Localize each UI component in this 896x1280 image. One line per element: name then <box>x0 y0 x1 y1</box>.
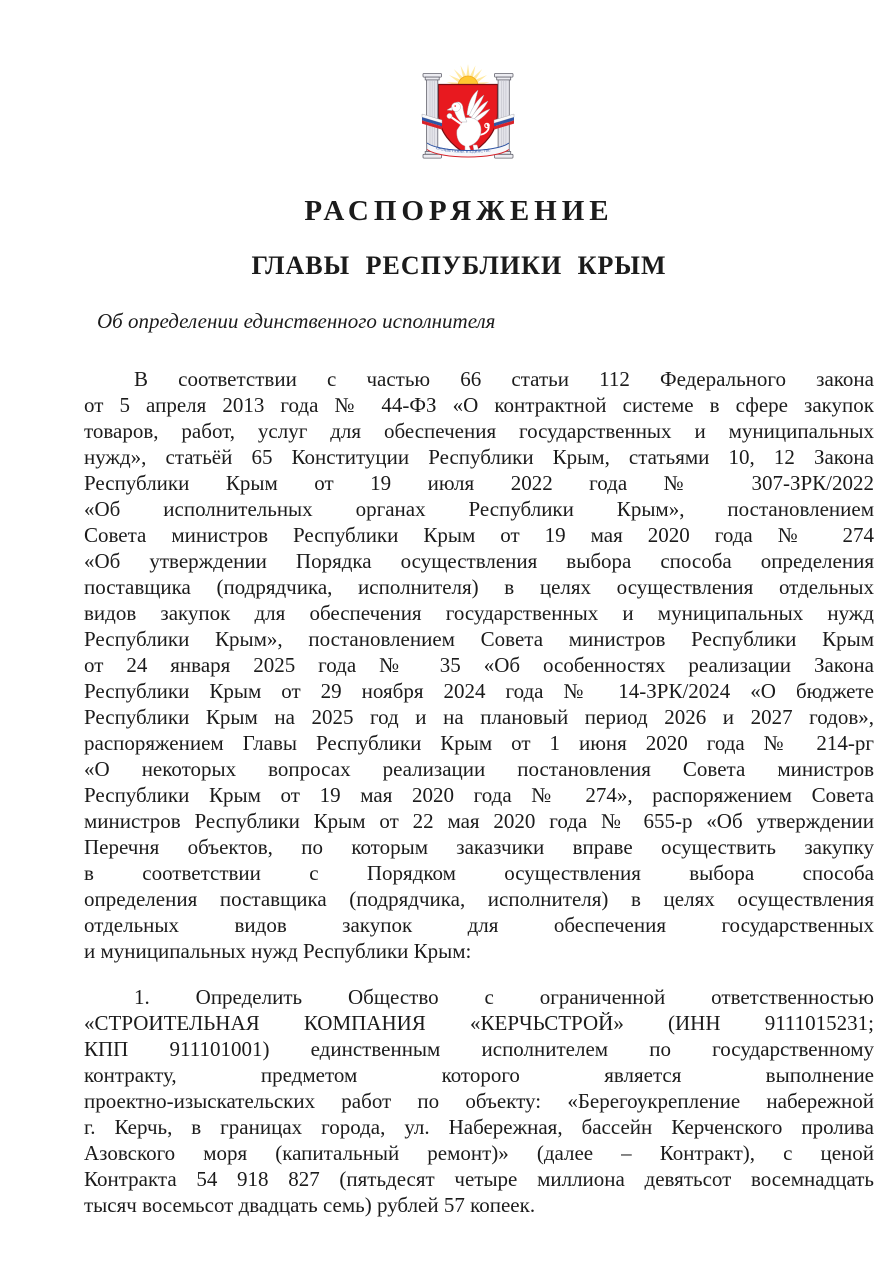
text-line: 1. Определить Общество с ограниченной ответственностью <box>134 985 874 1009</box>
text-line: проектно-изыскательских работ по объекту: «Берегоукрепление набережной <box>84 1089 874 1113</box>
text-line: контракту, предметом которого является выполнение <box>84 1063 874 1087</box>
text-line: от 5 апреля 2013 года № 44-ФЗ «О контрактной системе в сфере закупок <box>84 393 874 417</box>
text-line: «Об исполнительных органах Республики Крым», постановлением <box>84 497 874 521</box>
text-line: в соответствии с Порядком осуществления выбора способа <box>84 861 874 885</box>
motto-text: ПРОЦВЕТАНИЕ В ЕДИНСТВЕ <box>435 144 491 154</box>
text-line: г. Керчь, в границах города, ул. Набережная, бассейн Керченского пролива <box>84 1115 874 1139</box>
text-line: определения поставщика (подрядчика, исполнителя) в целях осуществления <box>84 887 874 911</box>
crimea-coat-of-arms-icon <box>421 60 515 172</box>
preamble-paragraph <box>84 366 874 964</box>
text-line: Азовского моря (капитальный ремонт)» (далее – Контракт), с ценой <box>84 1141 874 1165</box>
text-line: поставщика (подрядчика, исполнителя) в целях осуществления отдельных <box>84 575 874 599</box>
text-line: от 24 января 2025 года № 35 «Об особенностях реализации Закона <box>84 653 874 677</box>
text-line: В соответствии с частью 66 статьи 112 Федерального закона <box>134 367 874 391</box>
text-line: КПП 911101001) единственным исполнителем по государственному <box>84 1037 874 1061</box>
issuing-authority-title: ГЛАВЫ РЕСПУБЛИКИ КРЫМ <box>251 251 667 280</box>
text-line: тысяч восемьсот двадцать семь) рублей 57 копеек. <box>84 1193 536 1217</box>
text-line: Республики Крым», постановлением Совета министров Республики Крым <box>84 627 874 651</box>
text-line: Республики Крым от 29 ноября 2024 года № 14-ЗРК/2024 «О бюджете <box>84 679 874 703</box>
text-line: видов закупок для обеспечения государственных и муниципальных нужд <box>84 601 874 625</box>
text-line: товаров, работ, услуг для обеспечения государственных и муниципальных <box>84 419 874 443</box>
text-line: распоряжением Главы Республики Крым от 1 июня 2020 года № 214-рг <box>84 731 874 755</box>
document-subject: Об определении единственного исполнителя <box>97 309 496 333</box>
text-line: нужд», статьёй 65 Конституции Республики Крым, статьями 10, 12 Закона <box>84 445 874 469</box>
text-line: Совета министров Республики Крым от 19 мая 2020 года № 274 <box>84 523 874 547</box>
text-line: Контракта 54 918 827 (пятьдесят четыре миллиона девятьсот восемнадцать <box>84 1167 874 1191</box>
text-line: Республики Крым от 19 июля 2022 года № 307-ЗРК/2022 <box>84 471 874 495</box>
text-line: отдельных видов закупок для обеспечения государственных <box>84 913 874 937</box>
text-line: Перечня объектов, по которым заказчики вправе осуществить закупку <box>84 835 874 859</box>
text-line: «СТРОИТЕЛЬНАЯ КОМПАНИЯ «КЕРЧЬСТРОЙ» (ИНН 9111015231; <box>84 1011 874 1035</box>
text-line: Республики Крым на 2025 год и на плановый период 2026 и 2027 годов», <box>84 705 874 729</box>
document-type-title: РАСПОРЯЖЕНИЕ <box>304 195 614 227</box>
text-line: Республики Крым от 19 мая 2020 года № 274», распоряжением Совета <box>84 783 874 807</box>
text-line: министров Республики Крым от 22 мая 2020 года № 655-р «Об утверждении <box>84 809 874 833</box>
clause-1-paragraph <box>84 984 874 1218</box>
text-line: и муниципальных нужд Республики Крым: <box>84 939 472 963</box>
text-line: «О некоторых вопросах реализации постановления Совета министров <box>84 757 874 781</box>
text-line: «Об утверждении Порядка осуществления выбора способа определения <box>84 549 874 573</box>
